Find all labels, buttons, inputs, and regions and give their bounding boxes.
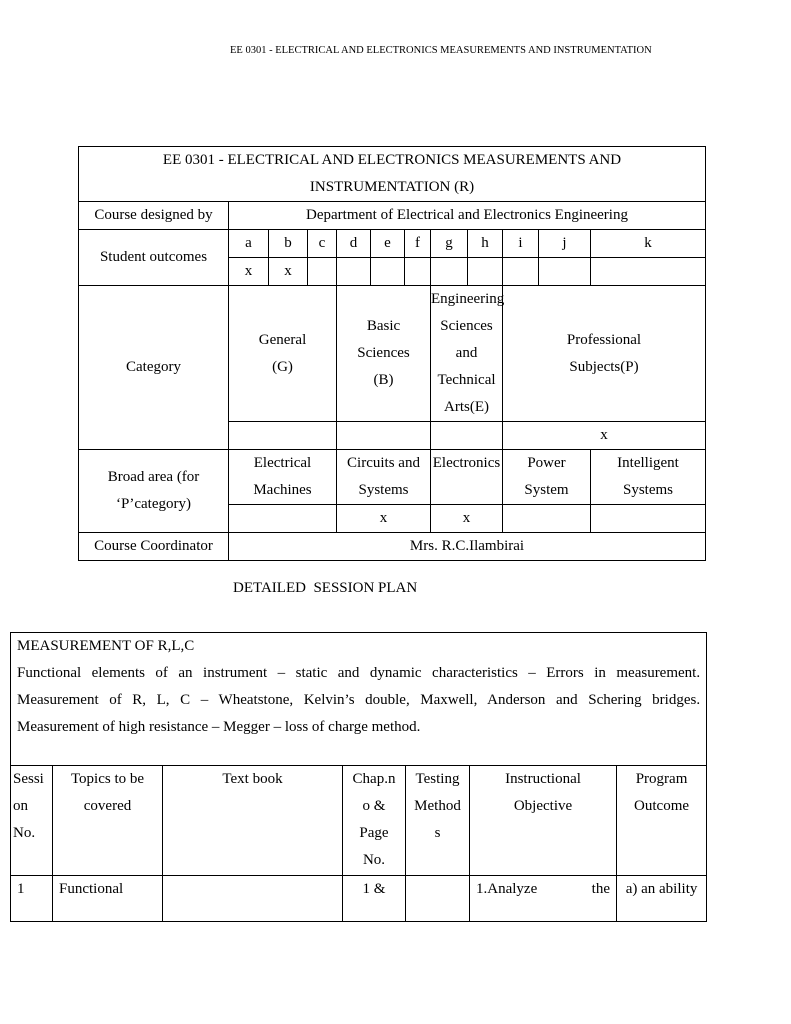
area-line: Systems [623, 482, 674, 498]
header-line: Method [414, 798, 461, 814]
area-circuits-systems [337, 450, 431, 505]
outcome-mark [468, 258, 503, 286]
outcome-mark [431, 258, 468, 286]
area-line: Electrical [253, 455, 312, 471]
designed-by-value: Department of Electrical and Electronics Engineering [229, 202, 706, 230]
outcome-g: g [431, 230, 468, 258]
course-details-table [78, 146, 706, 561]
area-mark: x [431, 505, 503, 533]
area-mark [229, 505, 337, 533]
category-engineering-line: Sciences and [440, 318, 493, 361]
header-chap-page [343, 766, 406, 876]
broad-area-label-line: Broad area (for [107, 469, 200, 485]
category-professional [503, 286, 706, 422]
course-title-line1: EE 0301 - ELECTRICAL AND ELECTRONICS MEASUREMENTS AND [162, 152, 622, 168]
category-engineering-line: Arts(E) [444, 399, 489, 415]
course-title-cell [79, 147, 706, 202]
outcome-c: c [308, 230, 337, 258]
row-textbook [163, 876, 343, 922]
header-session-no [11, 766, 53, 876]
area-mark [503, 505, 591, 533]
category-basic-line: Sciences [357, 345, 410, 361]
category-general-line: General [258, 331, 307, 348]
outcome-f: f [405, 230, 431, 258]
row-topic: Functional [53, 876, 163, 922]
category-mark [229, 422, 337, 450]
area-line: Power [527, 455, 566, 471]
header-line: Page [359, 825, 389, 841]
unit-description-line: Functional elements of an instrument – static and dynamic characteristics – Errors in measurement. [17, 665, 701, 681]
broad-area-label-line: ‘P’category) [116, 496, 191, 512]
header-instructional-objective [470, 766, 617, 876]
header-line: Outcome [634, 798, 690, 814]
area-power-system [503, 450, 591, 505]
area-intelligent-systems [591, 450, 706, 505]
header-line: Instructional [505, 771, 581, 787]
area-line: Machines [253, 482, 312, 498]
table-row [11, 876, 707, 922]
category-engineering-line: Engineering [431, 291, 505, 307]
unit-title: MEASUREMENT OF R,L,C [17, 638, 195, 654]
unit-description-line: Measurement of R, L, C – Wheatstone, Kelvin’s double, Maxwell, Anderson and Schering bridges. [17, 692, 701, 708]
unit-description-line: Measurement of high resistance – Megger – loss of charge method. [17, 719, 421, 735]
broad-area-label [79, 450, 229, 533]
category-mark [431, 422, 503, 450]
outcome-e: e [371, 230, 405, 258]
row-testing [406, 876, 470, 922]
header-line: on [13, 798, 28, 814]
area-mark [591, 505, 706, 533]
student-outcomes-label: Student outcomes [79, 230, 229, 286]
area-electronics [431, 450, 503, 505]
outcome-d: d [337, 230, 371, 258]
coordinator-label: Course Coordinator [79, 533, 229, 561]
outcome-k: k [591, 230, 706, 258]
outcome-mark [503, 258, 539, 286]
outcome-mark: x [229, 258, 269, 286]
outcome-mark [337, 258, 371, 286]
outcome-mark [591, 258, 706, 286]
outcome-mark [371, 258, 405, 286]
course-title-line2: INSTRUMENTATION (R) [309, 179, 475, 195]
category-mark [337, 422, 431, 450]
header-topics [53, 766, 163, 876]
area-line: Intelligent [617, 455, 679, 471]
outcome-j: j [539, 230, 591, 258]
header-line: s [434, 825, 441, 841]
category-professional-line: Subjects(P) [569, 358, 639, 375]
row-objective-part: 1.Analyze [476, 881, 538, 897]
outcome-mark: x [269, 258, 308, 286]
category-general [229, 286, 337, 422]
header-textbook [163, 766, 343, 876]
outcome-a: a [229, 230, 269, 258]
row-objective [470, 876, 617, 922]
header-line: Testing [415, 771, 460, 787]
designed-by-label: Course designed by [79, 202, 229, 230]
outcome-mark [308, 258, 337, 286]
section-heading: DETAILED SESSION PLAN [233, 580, 418, 596]
area-line: Electronics [432, 455, 501, 471]
category-mark: x [503, 422, 706, 450]
outcome-mark [405, 258, 431, 286]
header-line: Sessi [13, 771, 44, 787]
row-outcome: a) an ability [617, 876, 707, 922]
unit-description-cell [11, 633, 707, 766]
header-line: o & [362, 798, 386, 814]
session-plan-table [10, 632, 707, 922]
category-professional-line: Professional [566, 331, 642, 348]
row-chap-page: 1 & [343, 876, 406, 922]
outcome-h: h [468, 230, 503, 258]
area-line: Circuits and [347, 455, 420, 471]
category-engineering-line: Technical [437, 372, 496, 388]
category-general-line: (G) [272, 358, 293, 375]
header-line: Program [635, 771, 688, 787]
outcome-b: b [269, 230, 308, 258]
header-line: No. [362, 852, 386, 868]
header-testing-methods [406, 766, 470, 876]
category-basic [337, 286, 431, 422]
category-basic-line: (B) [373, 372, 394, 388]
category-engineering [431, 286, 503, 422]
area-electrical-machines [229, 450, 337, 505]
category-label: Category [79, 286, 229, 450]
header-line: No. [13, 825, 36, 841]
outcome-mark [539, 258, 591, 286]
header-line: Chap.n [352, 771, 396, 787]
header-line: Topics to be [70, 771, 145, 787]
category-basic-line: Basic [366, 318, 401, 334]
row-objective-part: the [591, 881, 610, 897]
running-header: EE 0301 - ELECTRICAL AND ELECTRONICS MEASUREMENTS AND INSTRUMENTATION [230, 45, 652, 56]
row-session-no: 1 [11, 876, 53, 922]
header-line: covered [83, 798, 132, 814]
area-mark: x [337, 505, 431, 533]
header-program-outcome [617, 766, 707, 876]
header-line: Text book [222, 771, 283, 787]
coordinator-value: Mrs. R.C.Ilambirai [229, 533, 706, 561]
area-line: System [524, 482, 569, 498]
area-line: Systems [358, 482, 409, 498]
outcome-i: i [503, 230, 539, 258]
header-line: Objective [513, 798, 573, 814]
